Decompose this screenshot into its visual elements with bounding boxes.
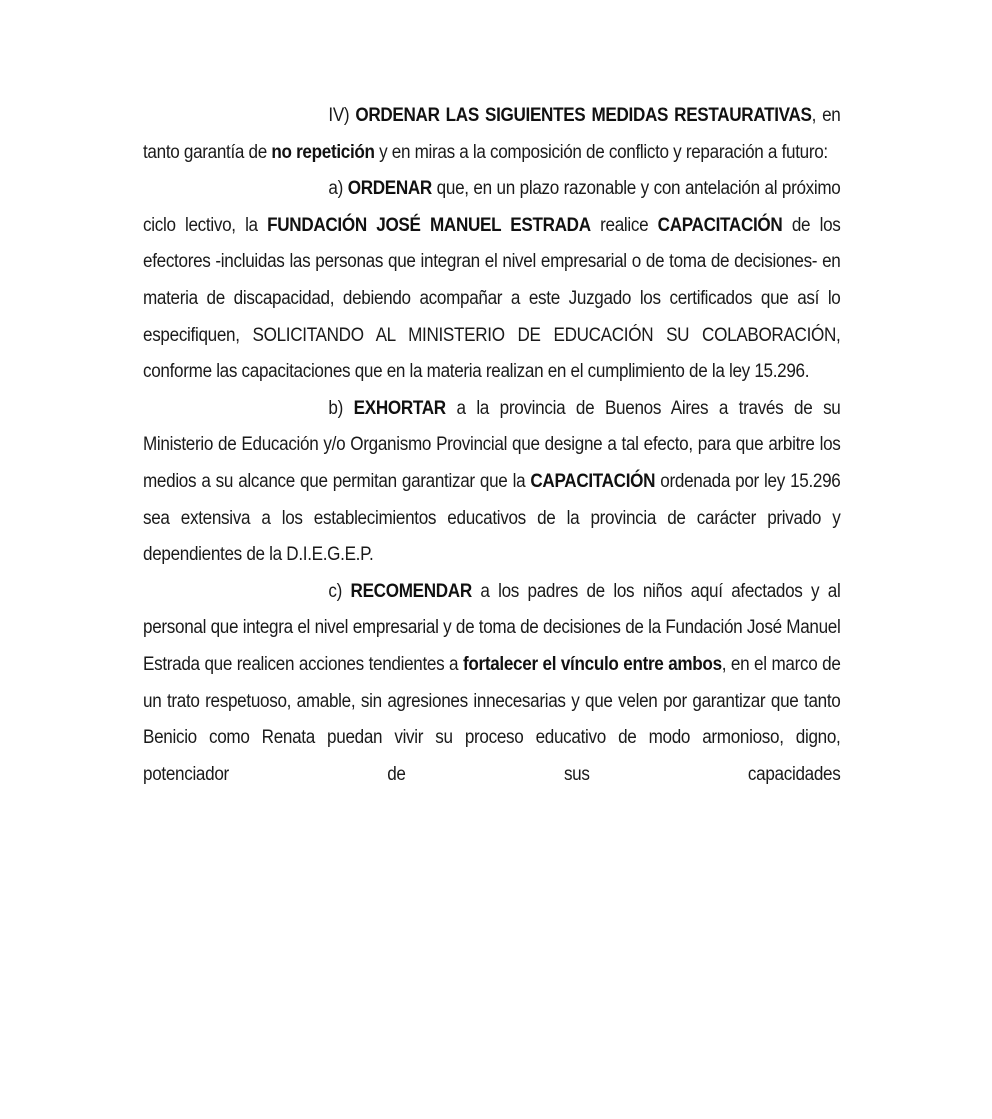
paragraph-b-exhortar-provincia	[143, 391, 841, 574]
paragraph-iv-medidas-restaurativas	[143, 98, 841, 171]
text-run: ordenada por ley 15.296 sea extensiva a los establecimientos educativos de la provincia de carácter privado y dependientes de la D.I.E.G.E.P.	[143, 470, 841, 566]
paragraph-c-recomendar-padres	[143, 574, 841, 794]
bold-text-run: ORDENAR	[347, 178, 432, 200]
text-run: realice	[590, 214, 658, 236]
text-run: a los padres de los niños aquí afectados y al personal que integra el nivel empresarial y de toma de decisiones de la Fundación José Manuel Estrada que realicen acciones tendientes a	[143, 580, 841, 675]
document-page	[143, 98, 841, 793]
bold-text-run: ORDENAR LAS SIGUIENTES MEDIDAS RESTAURATIVAS	[355, 105, 812, 126]
bold-text-run: no repetición	[271, 141, 375, 163]
text-run: de los efectores -incluidas las personas que integran el nivel empresarial o de toma de decisiones- en materia de discapacidad, debiendo acompañar a este Juzgado los certificados que así lo especifiquen, SOLICITANDO AL MINISTERIO DE EDUCACIÓN SU COLABORACIÓN, conforme las capacitaciones que en la materia realizan en el cumplimiento de la ley 15.296.	[143, 214, 841, 383]
text-run: IV)	[328, 105, 356, 126]
text-run: c)	[328, 580, 351, 602]
text-run: que, en un plazo razonable y con antelación al próximo ciclo lectivo, la	[143, 178, 841, 236]
paragraph-a-ordenar-capacitacion	[143, 171, 841, 391]
text-run: , en el marco de un trato respetuoso, amable, sin agresiones innecesarias y que velen por garantizar que tanto Benicio como Renata puedan vivir su proceso educativo de modo armonioso, digno, potenciador de sus capacidades	[143, 653, 841, 785]
text-run: a)	[328, 178, 348, 200]
text-run: y en miras a la composición de conflicto y reparación a futuro:	[374, 141, 828, 163]
bold-text-run: CAPACITACIÓN	[657, 214, 783, 236]
bold-text-run: RECOMENDAR	[350, 580, 472, 602]
text-run: , en tanto garantía de	[143, 105, 841, 163]
bold-text-run: CAPACITACIÓN	[530, 470, 656, 492]
bold-text-run: fortalecer el vínculo entre ambos	[462, 653, 722, 675]
text-run: b)	[328, 397, 354, 419]
bold-text-run: FUNDACIÓN JOSÉ MANUEL ESTRADA	[267, 214, 591, 236]
text-run: a la provincia de Buenos Aires a través de su Ministerio de Educación y/o Organismo Provincial que designe a tal efecto, para que arbitre los medios a su alcance que permitan garantizar que la	[143, 397, 841, 492]
bold-text-run: EXHORTAR	[353, 397, 446, 419]
